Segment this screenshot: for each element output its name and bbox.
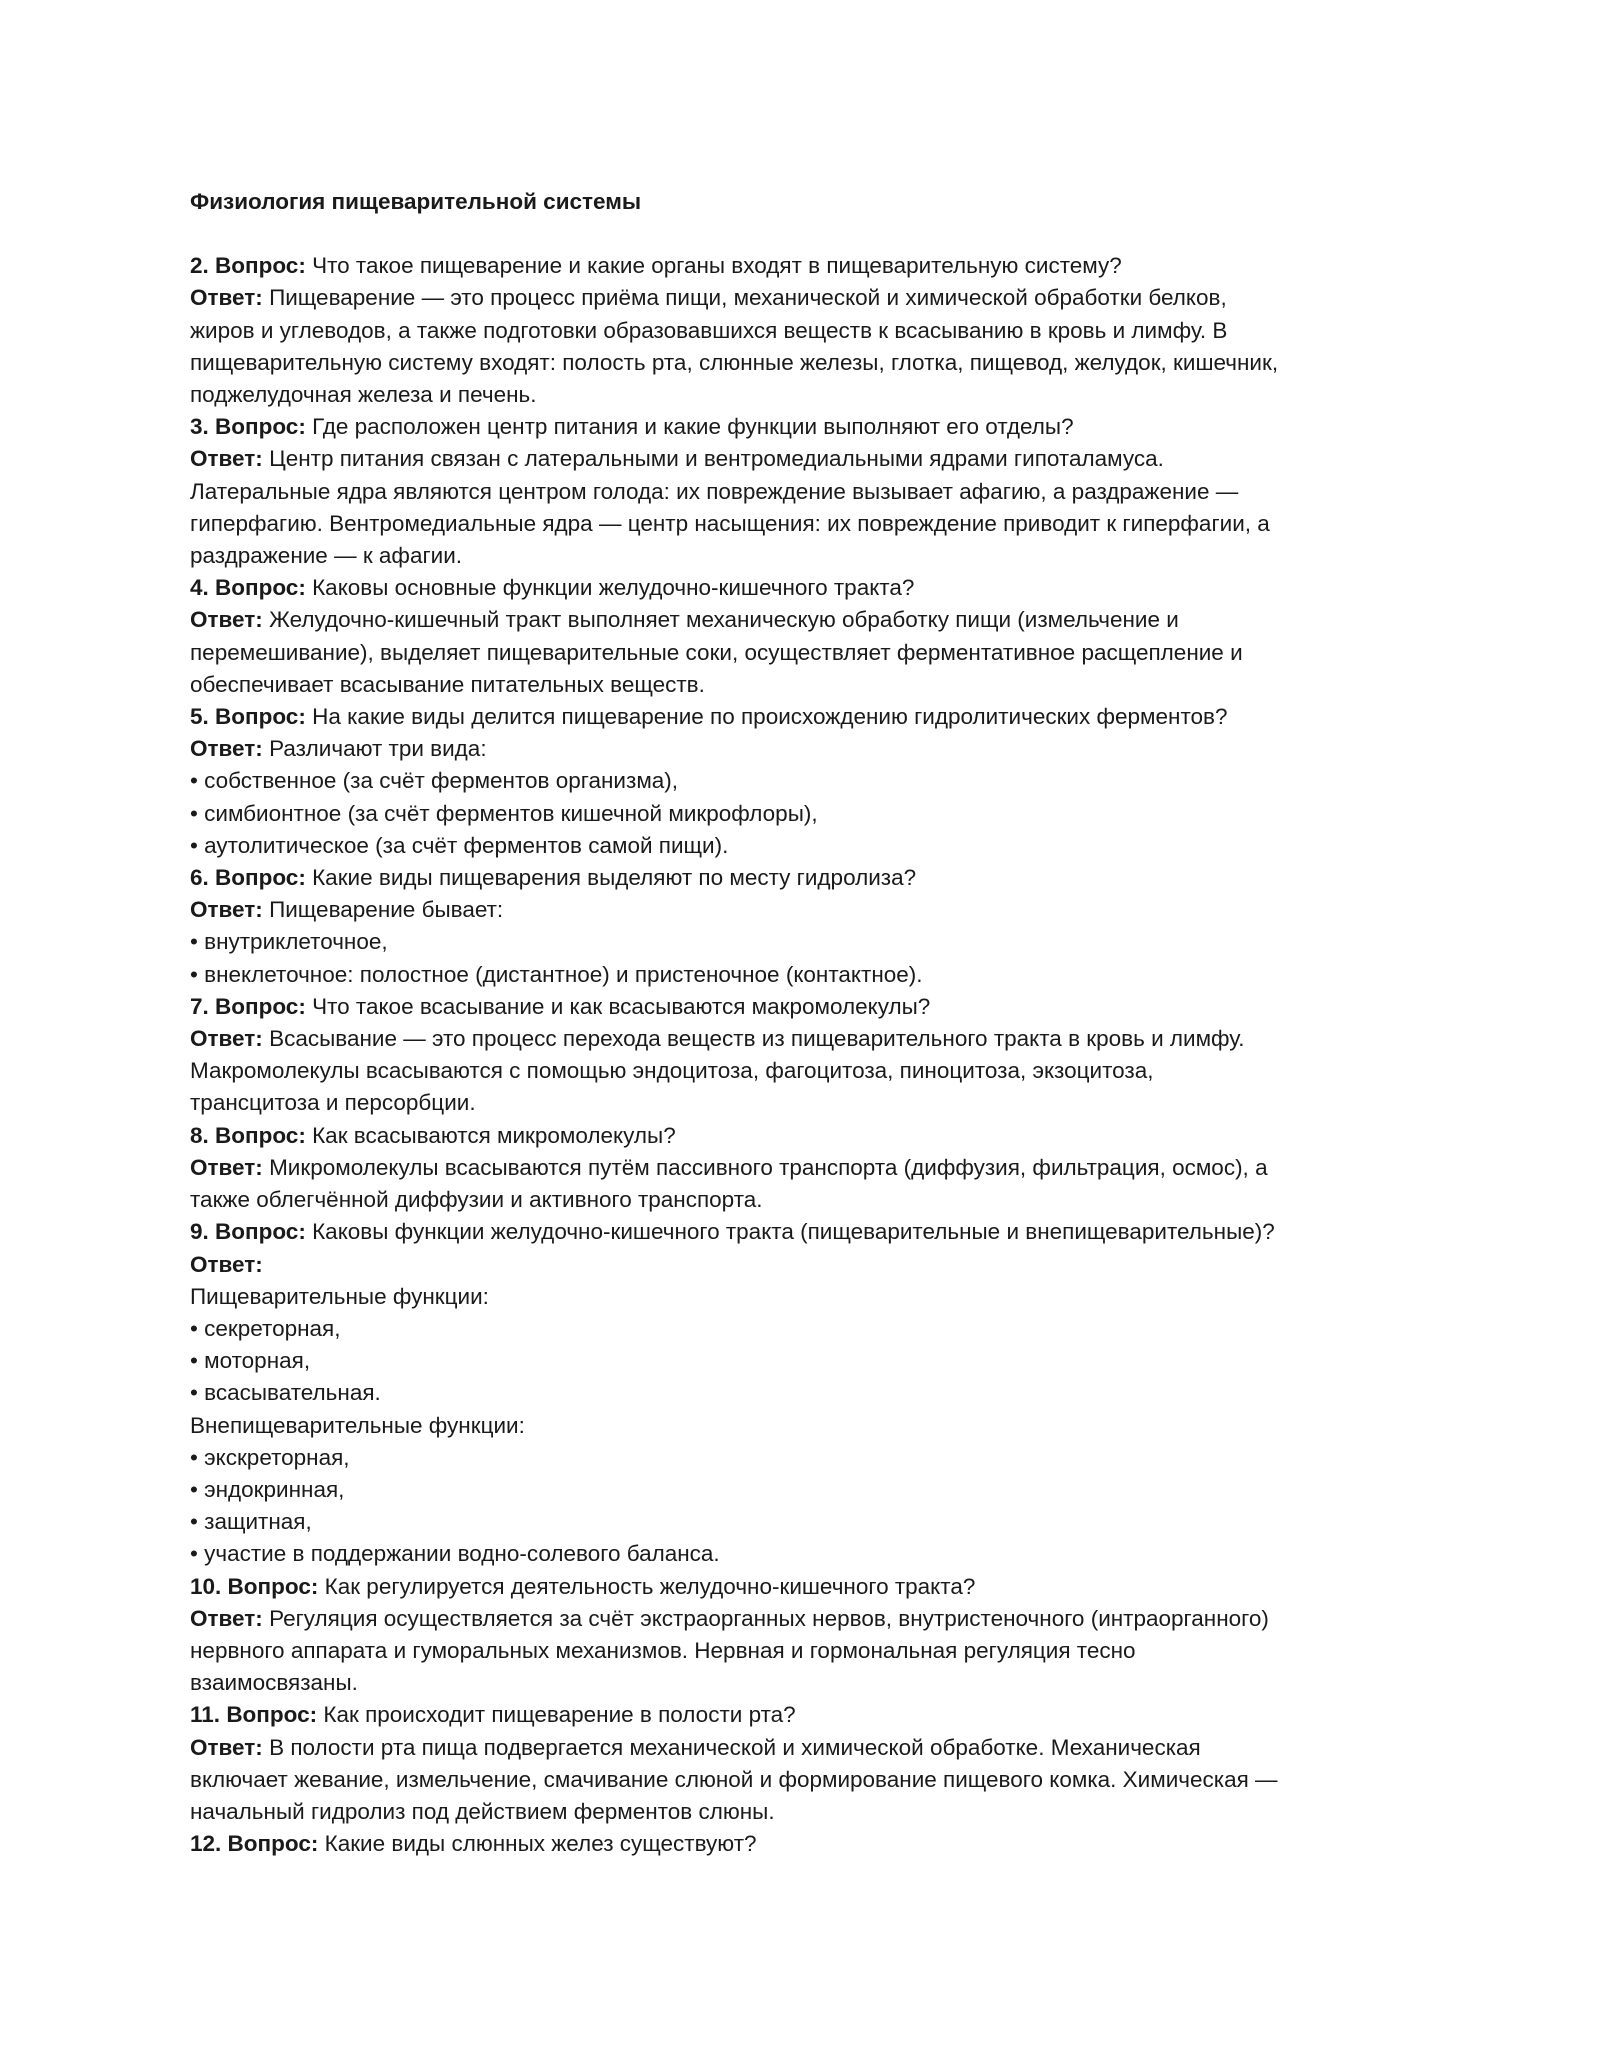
answer-text: • экскреторная, (190, 1444, 350, 1470)
qa-item (190, 862, 1430, 991)
answer-label: Ответ: (190, 897, 263, 923)
qa-item (190, 572, 1430, 701)
answer-line (190, 1281, 1430, 1313)
answer-text: Различают три вида: (269, 736, 487, 762)
answer-label: Ответ: (190, 736, 263, 762)
answer-label: Ответ: (190, 1251, 263, 1277)
question-word: Вопрос: (215, 1219, 306, 1245)
answer-text: Пищеварительные функции: (190, 1283, 489, 1309)
question-word: Вопрос: (215, 704, 306, 730)
answer-text: Регуляция осуществляется за счёт экстраорганных нервов, внутристеночного (интраорганного) (269, 1605, 1269, 1631)
qa-list (190, 250, 1430, 1860)
answer-bullet (190, 765, 1430, 797)
question-text: Что такое пищеварение и какие органы входят в пищеварительную систему? (312, 253, 1122, 279)
answer-text: • всасывательная. (190, 1380, 381, 1406)
answer-bullet (190, 959, 1430, 991)
answer-text: • симбионтное (за счёт ферментов кишечной микрофлоры), (190, 800, 818, 826)
answer-text: трансцитоза и персорбции. (190, 1090, 476, 1116)
answer-text: • секреторная, (190, 1315, 341, 1341)
answer-line (190, 1410, 1430, 1442)
answer-text: перемешивание), выделяет пищеварительные соки, осуществляет ферментативное расщепление и (190, 639, 1243, 665)
answer-text: поджелудочная железа и печень. (190, 382, 537, 408)
question-label: 2. (190, 253, 209, 279)
answer-line (190, 508, 1430, 540)
answer-text: Пищеварение — это процесс приёма пищи, механической и химической обработки белков, (269, 285, 1227, 311)
qa-item (190, 1828, 1430, 1860)
question-word: Вопрос: (215, 253, 306, 279)
answer-bullet (190, 1538, 1430, 1570)
answer-text: Пищеварение бывает: (269, 897, 504, 923)
question-text: Каковы функции желудочно-кишечного тракта (пищеварительные и внепищеварительные)? (312, 1219, 1275, 1245)
answer-line (190, 1667, 1430, 1699)
question-label: 5. (190, 704, 209, 730)
answer-line (190, 1635, 1430, 1667)
question-line (190, 701, 1430, 733)
answer-line (190, 540, 1430, 572)
question-word: Вопрос: (227, 1831, 319, 1857)
answer-line (190, 315, 1430, 347)
answer-text: Внепищеварительные функции: (190, 1412, 525, 1438)
question-text: Какие виды слюнных желез существуют? (324, 1831, 757, 1857)
answer-line (190, 1087, 1430, 1119)
answer-text: также облегчённой диффузии и активного транспорта. (190, 1187, 763, 1213)
answer-label: Ответ: (190, 1605, 263, 1631)
answer-label: Ответ: (190, 1154, 263, 1180)
question-label: 4. (190, 575, 209, 601)
answer-text: включает жевание, измельчение, смачивание слюной и формирование пищевого комка. Химическая — (190, 1766, 1278, 1792)
question-label: 9. (190, 1219, 209, 1245)
document-page (190, 186, 1430, 1860)
answer-text: Всасывание — это процесс перехода веществ из пищеварительного тракта в кровь и лимфу. (269, 1026, 1245, 1052)
answer-text: • защитная, (190, 1509, 312, 1535)
question-label: 8. (190, 1122, 209, 1148)
question-label: 12. (190, 1831, 222, 1857)
answer-bullet (190, 1377, 1430, 1409)
answer-line (190, 637, 1430, 669)
question-label: 10. (190, 1573, 222, 1599)
question-line (190, 1828, 1430, 1860)
answer-text: В полости рта пища подвергается механической и химической обработке. Механическая (269, 1734, 1201, 1760)
qa-item (190, 250, 1430, 411)
answer-text: • участие в поддержании водно-солевого баланса. (190, 1541, 720, 1567)
answer-label: Ответ: (190, 1734, 263, 1760)
question-label: 3. (190, 414, 209, 440)
answer-line (190, 379, 1430, 411)
answer-bullet (190, 1442, 1430, 1474)
answer-line (190, 443, 1430, 475)
question-text: Как регулируется деятельность желудочно-кишечного тракта? (324, 1573, 976, 1599)
answer-line (190, 1764, 1430, 1796)
answer-line (190, 1023, 1430, 1055)
question-word: Вопрос: (226, 1702, 318, 1728)
answer-bullet (190, 1506, 1430, 1538)
answer-text: жиров и углеводов, а также подготовки образовавшихся веществ к всасыванию в кровь и лимфу. В (190, 317, 1228, 343)
answer-line (190, 476, 1430, 508)
answer-bullet (190, 830, 1430, 862)
question-line (190, 572, 1430, 604)
question-word: Вопрос: (215, 993, 306, 1019)
qa-item (190, 1216, 1430, 1570)
question-line (190, 411, 1430, 443)
question-text: Какие виды пищеварения выделяют по месту гидролиза? (312, 865, 917, 891)
answer-text: • внеклеточное: полостное (дистантное) и пристеночное (контактное). (190, 961, 923, 987)
question-line (190, 1699, 1430, 1731)
answer-text: • эндокринная, (190, 1476, 345, 1502)
answer-bullet (190, 1474, 1430, 1506)
answer-label: Ответ: (190, 1026, 263, 1052)
answer-line (190, 733, 1430, 765)
question-line (190, 862, 1430, 894)
answer-line (190, 1796, 1430, 1828)
question-line (190, 250, 1430, 282)
question-word: Вопрос: (215, 865, 306, 891)
answer-line (190, 894, 1430, 926)
answer-label: Ответ: (190, 607, 263, 633)
answer-text: • моторная, (190, 1348, 311, 1374)
question-text: Как всасываются микромолекулы? (312, 1122, 676, 1148)
question-text: Где расположен центр питания и какие функции выполняют его отделы? (312, 414, 1074, 440)
answer-label: Ответ: (190, 285, 263, 311)
answer-text: Микромолекулы всасываются путём пассивного транспорта (диффузия, фильтрация, осмос), а (269, 1154, 1268, 1180)
answer-bullet (190, 798, 1430, 830)
question-line (190, 1120, 1430, 1152)
qa-item (190, 1571, 1430, 1700)
question-line (190, 991, 1430, 1023)
answer-bullet (190, 1345, 1430, 1377)
document-title: Физиология пищеварительной системы (190, 189, 642, 214)
answer-line (190, 669, 1430, 701)
answer-text: начальный гидролиз под действием ферментов слюны. (190, 1798, 775, 1824)
answer-line (190, 1184, 1430, 1216)
qa-item (190, 1120, 1430, 1217)
answer-text: раздражение — к афагии. (190, 543, 463, 569)
answer-line (190, 1732, 1430, 1764)
answer-line (190, 347, 1430, 379)
answer-text: обеспечивает всасывание питательных веществ. (190, 671, 705, 697)
answer-bullet (190, 926, 1430, 958)
question-word: Вопрос: (215, 414, 306, 440)
answer-text: • собственное (за счёт ферментов организма), (190, 768, 679, 794)
question-word: Вопрос: (215, 1122, 306, 1148)
question-text: Как происходит пищеварение в полости рта? (323, 1702, 796, 1728)
question-line (190, 1571, 1430, 1603)
answer-text: Макромолекулы всасываются с помощью эндоцитоза, фагоцитоза, пиноцитоза, экзоцитоза, (190, 1058, 1154, 1084)
question-text: Каковы основные функции желудочно-кишечного тракта? (312, 575, 915, 601)
question-line (190, 1216, 1430, 1248)
answer-line (190, 604, 1430, 636)
answer-text: пищеварительную систему входят: полость рта, слюнные железы, глотка, пищевод, желудок, кишечник, (190, 349, 1279, 375)
question-text: На какие виды делится пищеварение по происхождению гидролитических ферментов? (312, 704, 1228, 730)
answer-line (190, 1152, 1430, 1184)
answer-text: гиперфагию. Вентромедиальные ядра — центр насыщения: их повреждение приводит к гиперфагии, а (190, 510, 1270, 536)
qa-item (190, 411, 1430, 572)
answer-text: Желудочно-кишечный тракт выполняет механическую обработку пищи (измельчение и (269, 607, 1179, 633)
answer-text: нервного аппарата и гуморальных механизмов. Нервная и гормональная регуляция тесно (190, 1637, 1136, 1663)
answer-bullet (190, 1313, 1430, 1345)
answer-line (190, 1603, 1430, 1635)
qa-item (190, 991, 1430, 1120)
answer-line (190, 282, 1430, 314)
question-text: Что такое всасывание и как всасываются макромолекулы? (312, 993, 931, 1019)
answer-text: • внутриклеточное, (190, 929, 388, 955)
answer-text: • аутолитическое (за счёт ферментов самой пищи). (190, 832, 729, 858)
answer-line (190, 1249, 1430, 1281)
question-label: 7. (190, 993, 209, 1019)
answer-text: взаимосвязаны. (190, 1670, 358, 1696)
qa-item (190, 701, 1430, 862)
question-label: 6. (190, 865, 209, 891)
question-label: 11. (190, 1702, 221, 1728)
question-word: Вопрос: (227, 1573, 319, 1599)
question-word: Вопрос: (215, 575, 306, 601)
answer-label: Ответ: (190, 446, 263, 472)
answer-text: Центр питания связан с латеральными и вентромедиальными ядрами гипоталамуса. (269, 446, 1164, 472)
answer-line (190, 1055, 1430, 1087)
answer-text: Латеральные ядра являются центром голода: их повреждение вызывает афагию, а раздражение — (190, 478, 1239, 504)
qa-item (190, 1699, 1430, 1828)
